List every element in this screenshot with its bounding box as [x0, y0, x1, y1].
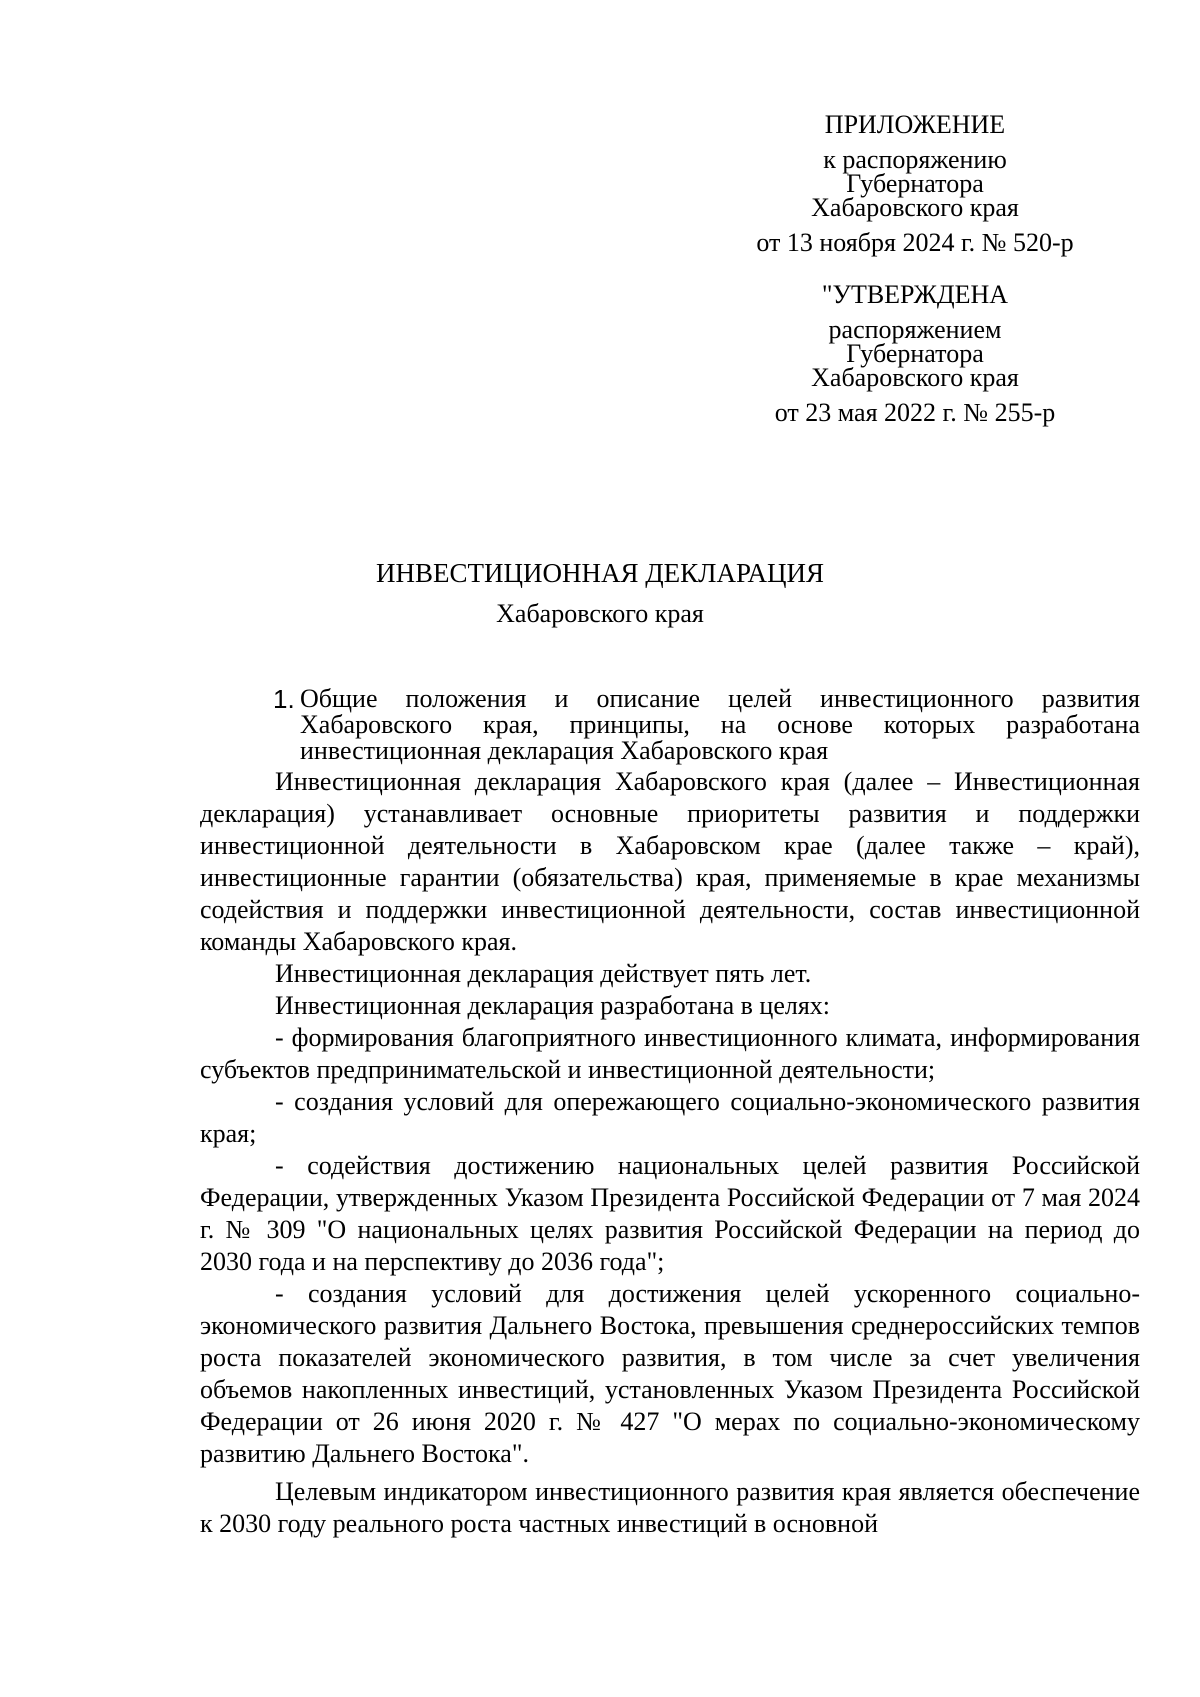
approved-line-3: Хабаровского края — [811, 363, 1019, 392]
appendix-stamp — [705, 112, 1125, 256]
document-subtitle: Хабаровского края — [496, 599, 704, 628]
appendix-heading: ПРИЛОЖЕНИЕ — [824, 110, 1006, 139]
list-item: - формирования благоприятного инвестиционного климата, информирования субъектов предпринимательской и инвестиционной деятельности; — [200, 1023, 1140, 1084]
appendix-line-1: к распоряжению — [823, 145, 1007, 174]
approved-heading: "УТВЕРЖДЕНА — [821, 280, 1009, 309]
approved-line-2: Губернатора — [846, 339, 984, 368]
approved-stamp — [705, 282, 1125, 426]
appendix-date: от 13 ноября 2024 г. № 520-р — [756, 228, 1074, 257]
approved-date: от 23 мая 2022 г. № 255-р — [774, 398, 1056, 427]
section-heading-text: Общие положения и описание целей инвестиционного развития Хабаровского края, принципы, на основе которых разработана инвестиционная декларация Хабаровского края — [300, 684, 1140, 765]
list-item: - создания условий для достижения целей ускоренного социально-экономического развития Дальнего Востока, превышения среднероссийских темпов роста показателей экономического развития, в том числе за счет увеличения объемов накопленных инвестиций, установленных Указом Президента Российской Федерации от 26 июня 2020 г. № 427 "О мерах по социально-экономическому развитию Дальнего Востока". — [200, 1279, 1140, 1468]
list-item: - создания условий для опережающего социально-экономического развития края; — [200, 1087, 1140, 1148]
paragraph-intro: Инвестиционная декларация Хабаровского края (далее – Инвестиционная декларация) устанавливает основные приоритеты развития и поддержки инвестиционной деятельности в Хабаровском крае (далее также – край), инвестиционные гарантии (обязательства) края, применяемые в крае механизмы содействия и поддержки инвестиционной деятельности, состав инвестиционной команды Хабаровского края. — [200, 767, 1140, 956]
document-title: ИНВЕСТИЦИОННАЯ ДЕКЛАРАЦИЯ — [375, 558, 825, 588]
paragraph-validity: Инвестиционная декларация действует пять лет. — [275, 959, 812, 988]
appendix-line-2: Губернатора — [846, 169, 984, 198]
section-heading — [275, 686, 1140, 764]
approved-line-1: распоряжением — [828, 315, 1002, 344]
section-number: 1. — [273, 684, 295, 714]
document-body — [200, 766, 1140, 1540]
list-item: - содействия достижению национальных целей развития Российской Федерации, утвержденных Указом Президента Российской Федерации от 7 мая 2024 г. № 309 "О национальных целях развития Российской Федерации на период до 2030 года и на перспективу до 2036 года"; — [200, 1151, 1140, 1276]
appendix-line-3: Хабаровского края — [811, 193, 1019, 222]
paragraph-target-indicator: Целевым индикатором инвестиционного развития края является обеспечение к 2030 году реального роста частных инвестиций в основной — [200, 1477, 1140, 1538]
paragraph-goals-intro: Инвестиционная декларация разработана в целях: — [275, 991, 831, 1020]
